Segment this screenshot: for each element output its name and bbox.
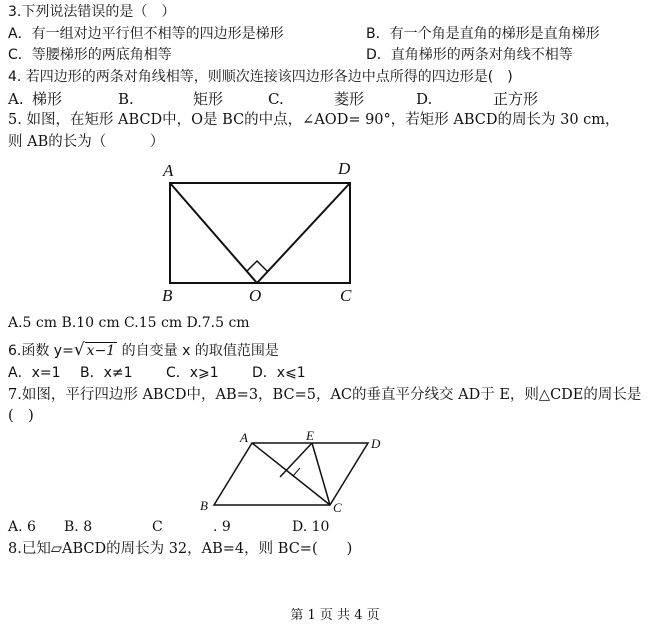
q5-right-angle-mark [247, 261, 267, 271]
q5-label-o: O [249, 286, 262, 305]
q4-stem: 4. 若四边形的两条对角线相等，则顺次连接该四边形各边中点所得的四边形是( ) [8, 69, 513, 85]
q5-stem-line2: 则 AB的长为（ ） [8, 134, 165, 150]
q4-option-d: 正方形 [493, 90, 539, 108]
q3-option-c: C．等腰梯形的两底角相等 [8, 47, 172, 63]
q7-label-d: D [371, 436, 381, 451]
q5-stem-line1: 5. 如图，在矩形 ABCD中，O是 BC的中点，∠AOD= 90°，若矩形 ABCD的周长为 30 cm， [8, 112, 620, 128]
q5-label-b: B [162, 286, 173, 305]
q7-stem-line2: ( ) [8, 408, 34, 424]
q4-option-d-key: D. [416, 90, 433, 108]
q6-option-d: D．x⩽1 [252, 365, 306, 381]
q6-sqrt [74, 340, 117, 361]
q7-option-c: . 9 [213, 519, 231, 535]
q5-options: A.5 cm B.10 cm C.15 cm D.7.5 cm [8, 315, 250, 331]
q4-option-b-key: B. [118, 90, 134, 108]
q6-option-a: A．x=1 [8, 365, 61, 381]
q7-parallelogram-figure [200, 425, 390, 520]
page-footer: 第 1 页 共 4 页 [290, 608, 380, 623]
q4-option-a: 梯形 [32, 90, 63, 108]
q5-label-a: A [163, 161, 174, 180]
q6-radicand: x−1 [86, 343, 116, 359]
q6-prefix: 6.函数 y= [8, 343, 74, 359]
q7-stem-line1: 7.如图，平行四边形 ABCD中，AB=3，BC=5，AC的垂直平分线交 AD于 E，则△CDE的周长是 [8, 387, 642, 403]
q4-option-c-key: C. [268, 90, 284, 108]
q7-label-e: E [306, 428, 314, 443]
q7-option-c-key: C [152, 519, 163, 535]
q4-option-b: 矩形 [193, 90, 224, 108]
q7-option-d: D. 10 [292, 519, 330, 535]
q5-segment-do [257, 183, 350, 283]
q6-suffix: 的自变量 x 的取值范围是 [117, 343, 279, 359]
q7-label-b: B [200, 498, 208, 513]
q5-segment-ao [170, 183, 257, 283]
q4-option-a-key: A. [8, 90, 24, 108]
q5-rectangle-abcd [170, 183, 350, 283]
q7-option-a: A. 6 [8, 519, 36, 535]
radical-sign-icon: √ [73, 340, 85, 360]
q4-option-c: 菱形 [334, 90, 365, 108]
q7-segment-ec [312, 443, 330, 505]
q3-stem: 3.下列说法错误的是（ ） [8, 4, 176, 20]
q3-option-d: D．直角梯形的两条对角线不相等 [366, 47, 573, 63]
q7-option-b: B. 8 [64, 519, 93, 535]
q5-label-c: C [340, 286, 352, 305]
q3-option-a: A．有一组对边平行但不相等的四边形是梯形 [8, 26, 284, 42]
q3-option-b: B．有一个角是直角的梯形是直角梯形 [366, 26, 600, 42]
q7-label-c: C [333, 500, 342, 515]
q6-option-c: C．x⩾1 [166, 365, 219, 381]
q7-label-a: A [240, 430, 248, 445]
q6-option-b: B．x≠1 [80, 365, 133, 381]
q6-stem [8, 340, 279, 361]
q5-label-d: D [338, 159, 351, 178]
q8-stem: 8.已知▱ABCD的周长为 32，AB=4，则 BC=( ) [8, 541, 353, 557]
